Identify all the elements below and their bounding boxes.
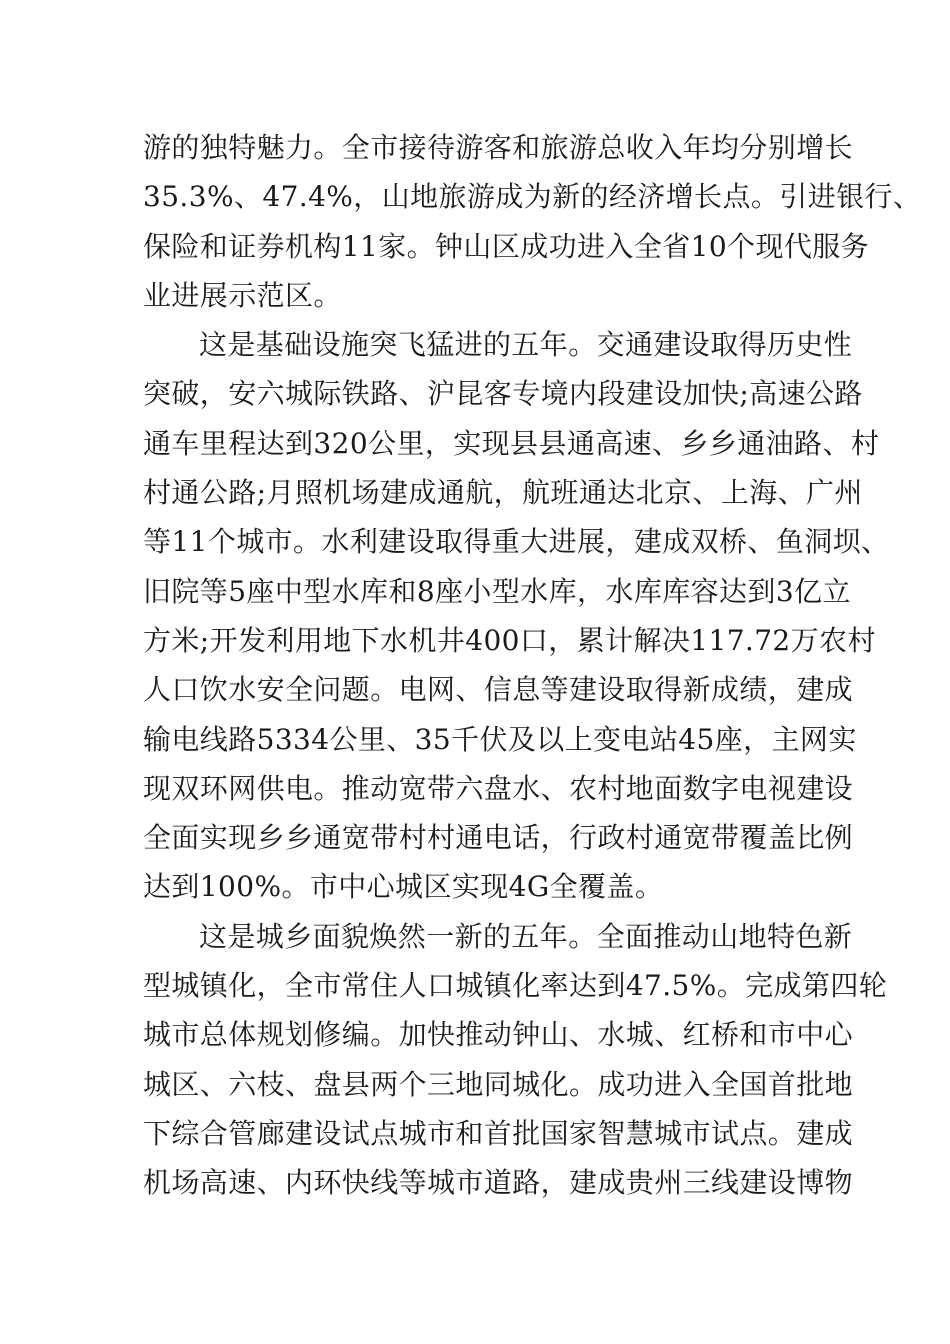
text-line: 保险和证券机构11家。钟山区成功进入全省10个现代服务	[143, 229, 870, 263]
text-line: 人口饮水安全问题。电网、信息等建设取得新成绩，建成	[143, 673, 854, 707]
text-line: 35.3%、47.4%，山地旅游成为新的经济增长点。引进银行、	[143, 180, 922, 214]
paragraph-start-line: 这是基础设施突飞猛进的五年。交通建设取得历史性	[199, 328, 853, 362]
body-text	[143, 123, 922, 1208]
paragraph-start-line: 这是城乡面貌焕然一新的五年。全面推动山地特色新	[199, 919, 853, 953]
text-line: 业进展示范区。	[143, 278, 342, 312]
text-line: 城市总体规划修编。加快推动钟山、水城、红桥和市中心	[143, 1018, 854, 1052]
text-line: 机场高速、内环快线等城市道路，建成贵州三线建设博物	[143, 1166, 854, 1200]
text-line: 方米;开发利用地下水机井400口，累计解决117.72万农村	[143, 623, 876, 657]
text-line: 通车里程达到320公里，实现县县通高速、乡乡通油路、村	[143, 426, 880, 460]
text-line: 全面实现乡乡通宽带村村通电话，行政村通宽带覆盖比例	[143, 821, 854, 855]
text-line: 游的独特魅力。全市接待游客和旅游总收入年均分别增长	[143, 131, 854, 164]
text-line: 下综合管廊建设试点城市和首批国家智慧城市试点。建成	[143, 1116, 854, 1150]
text-line: 现双环网供电。推动宽带六盘水、农村地面数字电视建设	[143, 771, 854, 805]
text-line: 旧院等5座中型水库和8座小型水库，水库库容达到3亿立	[143, 574, 851, 608]
text-line: 突破，安六城际铁路、沪昆客专境内段建设加快;高速公路	[143, 377, 863, 411]
text-line: 等11个城市。水利建设取得重大进展，建成双桥、鱼洞坝、	[143, 525, 890, 559]
text-line: 城区、六枝、盘县两个三地同城化。成功进入全国首批地	[143, 1067, 854, 1101]
text-line: 村通公路;月照机场建成通航，航班通达北京、上海、广州	[143, 476, 863, 510]
text-line: 达到100%。市中心城区实现4G全覆盖。	[143, 870, 664, 904]
text-line: 输电线路5334公里、35千伏及以上变电站45座，主网实	[143, 722, 857, 756]
text-line: 型城镇化，全市常住人口城镇化率达到47.5%。完成第四轮	[143, 969, 888, 1003]
